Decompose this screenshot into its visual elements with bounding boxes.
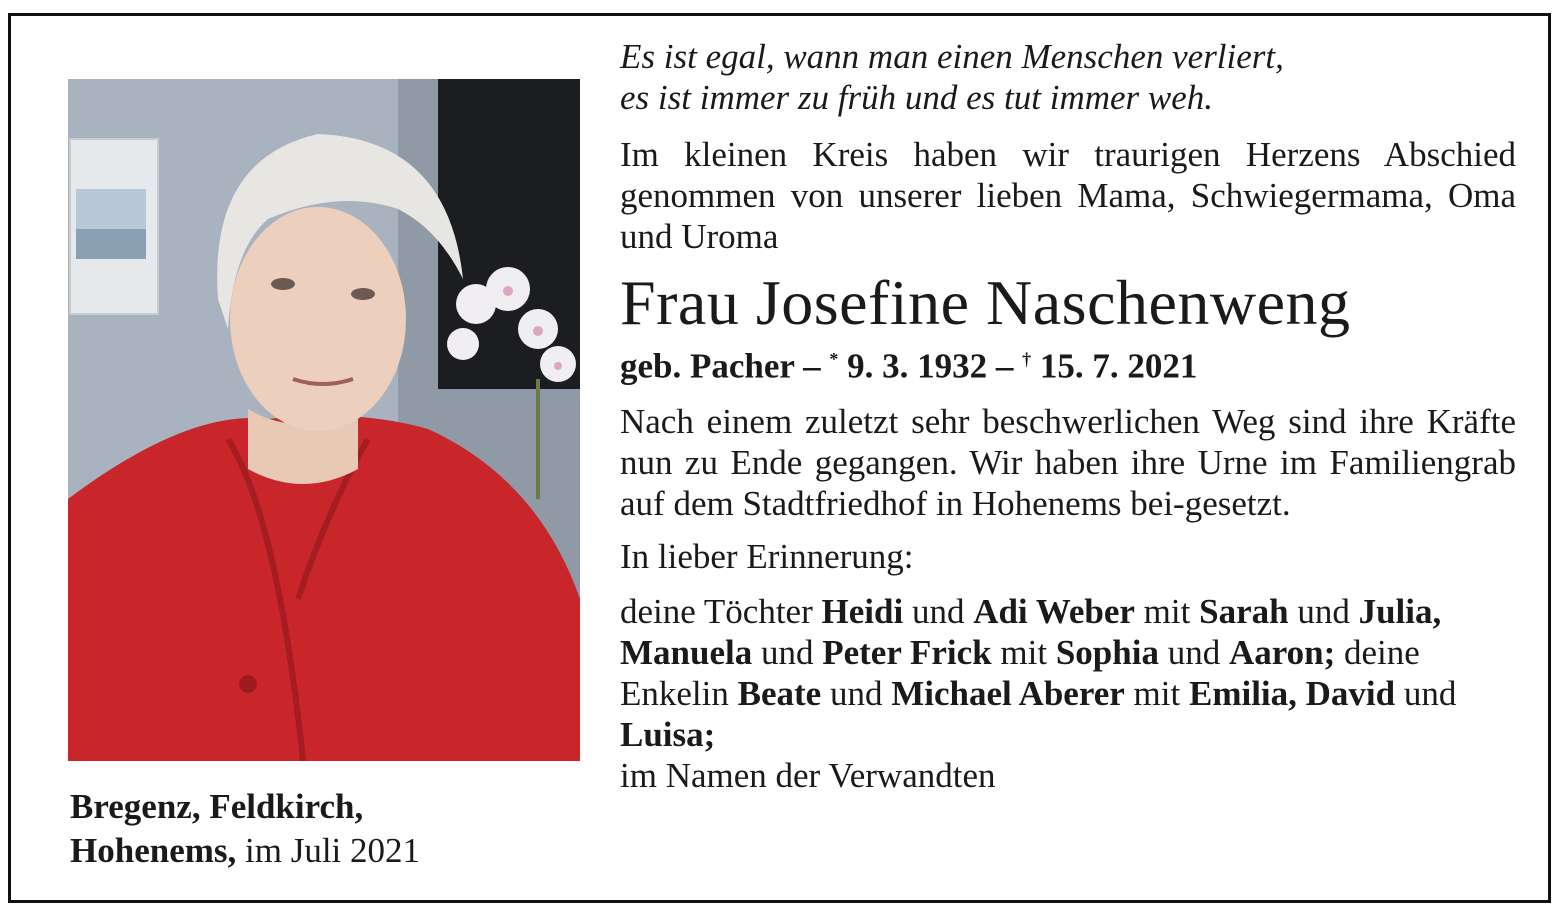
family-name: Peter Frick [822, 632, 992, 672]
intro-text: Im kleinen Kreis haben wir traurigen Herzens Abschied genommen von unserer lieben Mama, Schwiegermama, Oma und Uroma [620, 135, 1516, 256]
family-name: Sophia [1055, 632, 1159, 672]
family-text: und [752, 632, 823, 672]
family-text: und [903, 591, 974, 631]
place-line1: Bregenz, Feldkirch, [70, 787, 364, 826]
family-name: Adi Weber [973, 591, 1135, 631]
motto-line1: Es ist egal, wann man einen Menschen verliert, [620, 37, 1284, 76]
family-text: und [1158, 632, 1229, 672]
death-date: 15. 7. 2021 [1039, 346, 1198, 386]
family-text: deine Enkelin [620, 632, 1420, 713]
portrait-photo [68, 79, 580, 761]
family-text: mit [1124, 673, 1189, 713]
motto [620, 36, 1516, 118]
family-text: und [821, 673, 892, 713]
family-name: Michael Aberer [891, 673, 1125, 713]
family-closing: im Namen der Verwandten [620, 755, 996, 795]
deceased-dates: geb. Pacher – * 9. 3. 1932 – † 15. 7. 2021 [620, 346, 1198, 386]
birth-date: 9. 3. 1932 [847, 346, 988, 386]
family-text: mit [1134, 591, 1200, 631]
family-text: und [1288, 591, 1359, 631]
family-name: Aaron; [1228, 632, 1336, 672]
notice-text [620, 36, 1516, 796]
place-date [70, 785, 420, 873]
body-text: Nach einem zuletzt sehr beschwerlichen Weg sind ihre Kräfte nun zu Ende gegangen. Wir haben ihre Urne im Familiengrab auf dem Stadtfriedhof in Hohenems bei-gesetzt. [620, 401, 1516, 523]
family-name: Sarah [1199, 591, 1289, 631]
memory-heading: In lieber Erinnerung: [620, 536, 914, 576]
family-text: deine Töchter [620, 591, 822, 631]
family-name: Beate [737, 673, 822, 713]
family-name: Julia, Manuela [620, 591, 1442, 672]
deceased-name: Frau Josefine Naschenweng [620, 267, 1351, 338]
family-name: Emilia, David [1188, 673, 1396, 713]
place-line2-rest: im Juli 2021 [236, 831, 421, 870]
maiden-name: geb. Pacher [620, 346, 795, 386]
family-list [620, 591, 1516, 796]
motto-line2: es ist immer zu früh und es tut immer weh. [620, 78, 1214, 117]
family-text: und [1395, 673, 1457, 713]
family-name: Luisa; [620, 714, 716, 754]
family-name: Heidi [821, 591, 904, 631]
family-text: mit [991, 632, 1056, 672]
place-line2-bold: Hohenems, [70, 831, 237, 870]
